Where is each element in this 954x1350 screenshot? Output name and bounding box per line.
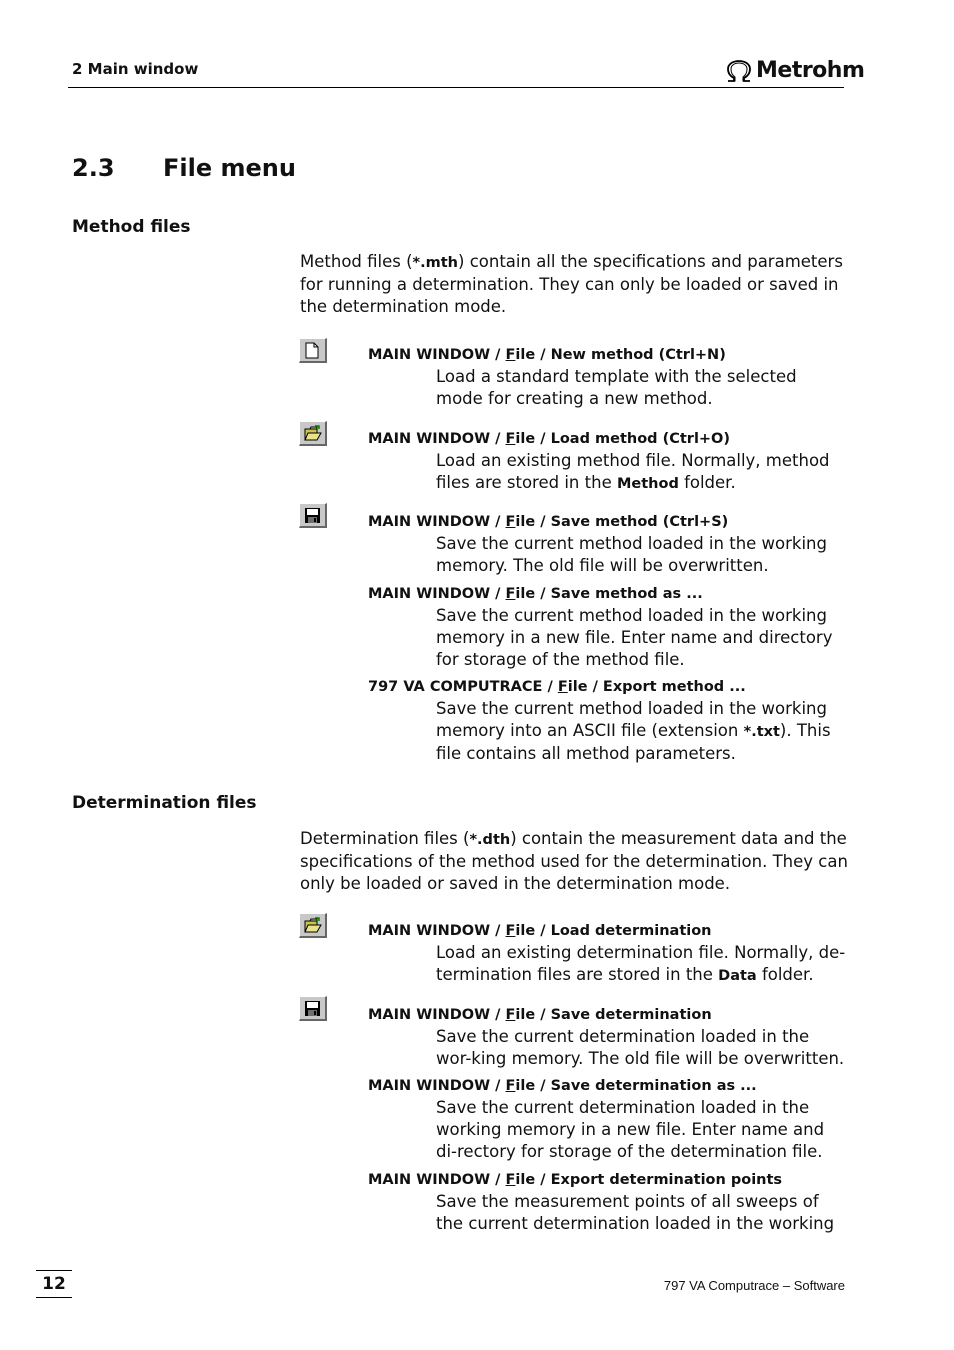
cmd-load-method xyxy=(368,431,730,447)
cmd-path: MAIN WINDOW / xyxy=(368,586,506,602)
cmd-accelerator: F xyxy=(505,586,516,602)
cmd-accelerator: F xyxy=(505,1172,516,1188)
cmd-path: ile / Save determination xyxy=(515,1007,712,1023)
cmd-path: ile / Load determination xyxy=(515,923,712,939)
cmd-path: MAIN WINDOW / xyxy=(368,1172,506,1188)
cmd-accelerator: F xyxy=(505,923,516,939)
open-folder-icon[interactable] xyxy=(299,913,327,938)
cmd-accelerator: F xyxy=(505,1078,516,1094)
desc-text: Load an existing determination file. Normally, de-termination files are stored in the xyxy=(436,943,846,984)
desc-text: ). This file contains all method parameters. xyxy=(436,721,831,763)
cmd-path: 797 VA COMPUTRACE / xyxy=(368,679,558,695)
cmd-save-determination-as xyxy=(368,1078,757,1094)
save-disk-icon[interactable] xyxy=(299,503,327,528)
desc-text: Load an existing method file. Normally, method files are stored in the xyxy=(436,451,830,492)
section-title: File menu xyxy=(163,154,296,182)
new-file-icon[interactable] xyxy=(299,338,327,363)
cmd-path: ile / Load method (Ctrl+O) xyxy=(515,431,731,447)
cmd-path: ile / Save determination as ... xyxy=(515,1078,757,1094)
chapter-header: 2 Main window xyxy=(72,60,199,78)
desc-save-determination-as: Save the current determination loaded in the working memory in a new file. Enter name and di-rectory for storage of the determination file. xyxy=(436,1098,825,1161)
cmd-new-method xyxy=(368,347,726,363)
method-files-intro xyxy=(300,251,848,318)
cmd-path: MAIN WINDOW / xyxy=(368,431,506,447)
open-folder-icon[interactable] xyxy=(299,421,327,446)
intro-text: ) contain all the specifications and parameters for running a determination. They can only be loaded or saved in the determination mode. xyxy=(300,252,843,316)
file-extension: *.dth xyxy=(469,832,511,848)
cmd-path: MAIN WINDOW / xyxy=(368,514,506,530)
file-extension: *.txt xyxy=(743,724,780,740)
cmd-export-determination-points xyxy=(368,1172,782,1188)
cmd-accelerator: F xyxy=(557,679,568,695)
desc-save-determination: Save the current determination loaded in the wor-king memory. The old file will be overwritten. xyxy=(436,1027,845,1068)
omega-logo-icon xyxy=(724,59,754,83)
cmd-accelerator: F xyxy=(505,1007,516,1023)
intro-text: Method files ( xyxy=(300,252,413,271)
desc-load-determination xyxy=(436,942,848,987)
desc-export-determination-points: Save the measurement points of all sweeps of the current determination loaded in the working xyxy=(436,1192,835,1233)
desc-export-method xyxy=(436,698,848,765)
desc-text: folder. xyxy=(678,473,736,492)
determination-files-intro xyxy=(300,828,848,895)
cmd-accelerator: F xyxy=(505,514,516,530)
cmd-path: MAIN WINDOW / xyxy=(368,347,506,363)
header-rule xyxy=(68,87,844,88)
footer-rule xyxy=(36,1297,72,1298)
desc-text: folder. xyxy=(756,965,814,984)
cmd-path: ile / Export determination points xyxy=(515,1172,783,1188)
cmd-save-determination xyxy=(368,1007,712,1023)
intro-text: Determination files ( xyxy=(300,829,470,848)
cmd-path: MAIN WINDOW / xyxy=(368,1078,506,1094)
cmd-path: ile / Save method as ... xyxy=(515,586,703,602)
footer-rule xyxy=(36,1270,72,1271)
metrohm-logo xyxy=(724,58,864,83)
cmd-save-method-as xyxy=(368,586,703,602)
cmd-path: MAIN WINDOW / xyxy=(368,923,506,939)
cmd-export-method xyxy=(368,679,746,695)
desc-load-method xyxy=(436,450,848,495)
method-files-heading: Method files xyxy=(72,217,191,237)
desc-text: Save the current method loaded in the working memory into an ASCII file (extension xyxy=(436,699,827,740)
cmd-path: MAIN WINDOW / xyxy=(368,1007,506,1023)
cmd-path: ile / New method (Ctrl+N) xyxy=(515,347,726,363)
folder-name: Method xyxy=(616,476,679,492)
save-disk-icon[interactable] xyxy=(299,996,327,1021)
desc-new-method: Load a standard template with the selected mode for creating a new method. xyxy=(436,367,797,408)
desc-save-method: Save the current method loaded in the working memory. The old file will be overwritten. xyxy=(436,534,827,575)
cmd-save-method xyxy=(368,514,728,530)
cmd-path: ile / Export method ... xyxy=(567,679,746,695)
desc-save-method-as: Save the current method loaded in the working memory in a new file. Enter name and directory for storage of the method file. xyxy=(436,606,833,669)
cmd-load-determination xyxy=(368,923,712,939)
folder-name: Data xyxy=(718,968,757,984)
cmd-accelerator: F xyxy=(505,431,516,447)
cmd-path: ile / Save method (Ctrl+S) xyxy=(515,514,729,530)
file-extension: *.mth xyxy=(412,255,459,271)
intro-text: ) contain the measurement data and the specifications of the method used for the determination. They can only be loaded or saved in the determination mode. xyxy=(300,829,848,893)
page-number: 12 xyxy=(42,1274,66,1294)
cmd-accelerator: F xyxy=(505,347,516,363)
logo-text: Metrohm xyxy=(756,58,865,83)
footer-doc-title: 797 VA Computrace – Software xyxy=(663,1278,845,1293)
determination-files-heading: Determination files xyxy=(72,793,257,813)
section-number: 2.3 xyxy=(72,154,115,182)
